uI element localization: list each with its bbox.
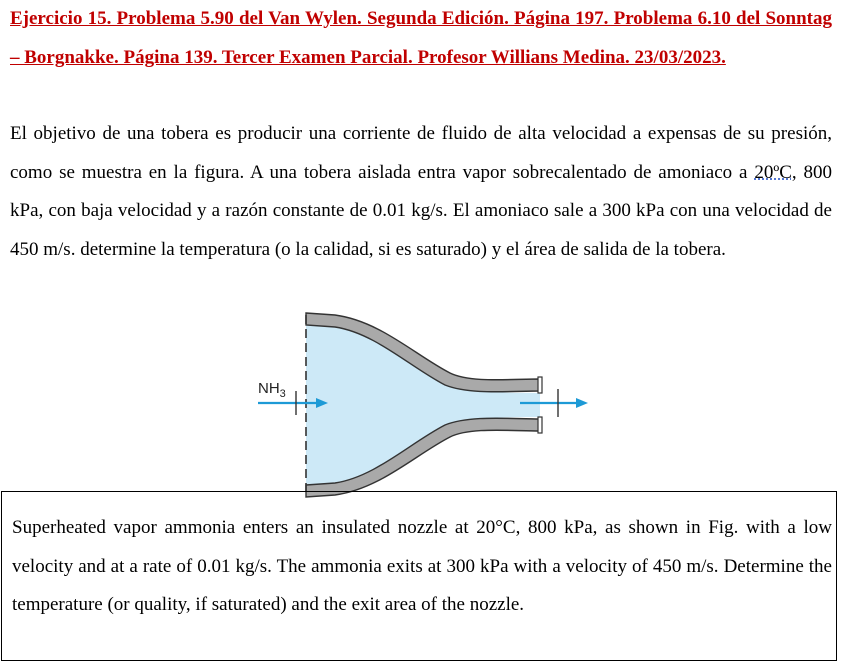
nozzle-diagram xyxy=(240,305,600,505)
english-statement-box xyxy=(1,491,837,661)
problem-heading: Ejercicio 15. Problema 5.90 del Van Wylen. Segunda Edición. Página 197. Problema 6.10 del Sonntag – Borgnakke. Página 139. Tercer Examen Parcial. Profesor Willians Medina. 23/03/2023. xyxy=(10,8,832,68)
problem-statement-spanish xyxy=(10,115,832,269)
nozzle-exit-flange-bottom xyxy=(538,417,542,433)
statement-es-part1: El objetivo de una tobera es producir una corriente de fluido de alta velocidad a expensas de su presión, como se muestra en la figura. A una tobera aislada entra vapor sobrecalentado de amoniaco a xyxy=(10,123,832,183)
exit-arrow-head xyxy=(576,398,588,408)
problem-statement-english: Superheated vapor ammonia enters an insulated nozzle at 20°C, 800 kPa, as shown in Fig. with a low velocity and at a rate of 0.01 kg/s. The ammonia exits at 300 kPa with a velocity of 450 m/s. Determine the temperature (or quality, if saturated) and the exit area of the nozzle. xyxy=(12,517,832,615)
inlet-temperature: 20ºC xyxy=(754,161,792,183)
nozzle-exit-flange-top xyxy=(538,377,542,393)
inlet-label: $NH_3$ xyxy=(258,380,286,400)
statement-es-part2: , 800 kPa, con baja velocidad y a razón constante de 0.01 kg/s. El amoniaco sale a 300 kPa con una velocidad de 450 m/s. determine la temperatura (o la calidad, si es saturado) y el área de salida de la tobera. xyxy=(10,161,832,260)
nozzle-figure xyxy=(240,305,600,505)
ammonia-flow-region xyxy=(306,323,540,487)
